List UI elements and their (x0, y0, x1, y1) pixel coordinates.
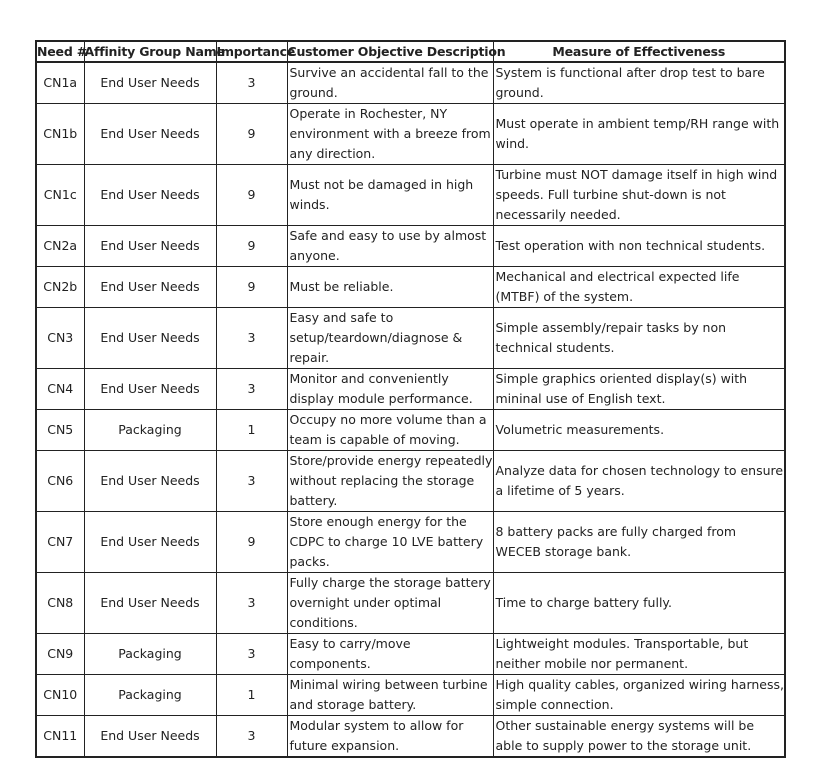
group-cell: End User Needs (84, 165, 216, 226)
group-cell: End User Needs (84, 451, 216, 512)
group-cell: End User Needs (84, 104, 216, 165)
measure-cell: Other sustainable energy systems will be able to supply power to the storage unit. (493, 716, 785, 758)
table-row (36, 308, 785, 369)
importance-cell: 1 (216, 410, 287, 451)
importance-cell: 9 (216, 226, 287, 267)
header-affinity-group: Affinity Group Name (84, 41, 216, 62)
objective-cell: Easy to carry/move components. (287, 634, 493, 675)
group-cell: End User Needs (84, 62, 216, 104)
objective-cell: Minimal wiring between turbine and storage battery. (287, 675, 493, 716)
group-cell: End User Needs (84, 573, 216, 634)
header-row (36, 41, 785, 62)
need-cell: CN11 (36, 716, 84, 758)
importance-cell: 3 (216, 308, 287, 369)
importance-cell: 3 (216, 451, 287, 512)
need-cell: CN1c (36, 165, 84, 226)
measure-cell: System is functional after drop test to bare ground. (493, 62, 785, 104)
objective-cell: Must be reliable. (287, 267, 493, 308)
measure-cell: Turbine must NOT damage itself in high wind speeds. Full turbine shut-down is not necessarily needed. (493, 165, 785, 226)
measure-cell: Analyze data for chosen technology to ensure a lifetime of 5 years. (493, 451, 785, 512)
need-cell: CN5 (36, 410, 84, 451)
importance-cell: 9 (216, 267, 287, 308)
group-cell: End User Needs (84, 308, 216, 369)
group-cell: Packaging (84, 410, 216, 451)
measure-cell: Volumetric measurements. (493, 410, 785, 451)
importance-cell: 9 (216, 512, 287, 573)
measure-cell: 8 battery packs are fully charged from WECEB storage bank. (493, 512, 785, 573)
table-row (36, 410, 785, 451)
need-cell: CN10 (36, 675, 84, 716)
group-cell: End User Needs (84, 226, 216, 267)
need-cell: CN3 (36, 308, 84, 369)
needs-table-container (35, 40, 786, 758)
table-row (36, 104, 785, 165)
measure-cell: Simple graphics oriented display(s) with mininal use of English text. (493, 369, 785, 410)
measure-cell: Test operation with non technical students. (493, 226, 785, 267)
objective-cell: Modular system to allow for future expansion. (287, 716, 493, 758)
need-cell: CN8 (36, 573, 84, 634)
measure-cell: High quality cables, organized wiring harness, simple connection. (493, 675, 785, 716)
importance-cell: 3 (216, 573, 287, 634)
table-row (36, 716, 785, 758)
importance-cell: 9 (216, 104, 287, 165)
header-objective: Customer Objective Description (287, 41, 493, 62)
table-row (36, 226, 785, 267)
importance-cell: 1 (216, 675, 287, 716)
group-cell: End User Needs (84, 267, 216, 308)
table-row (36, 573, 785, 634)
importance-cell: 3 (216, 62, 287, 104)
customer-needs-table (35, 40, 786, 758)
importance-cell: 9 (216, 165, 287, 226)
objective-cell: Survive an accidental fall to the ground. (287, 62, 493, 104)
table-row (36, 634, 785, 675)
group-cell: End User Needs (84, 512, 216, 573)
header-measure: Measure of Effectiveness (493, 41, 785, 62)
table-row (36, 451, 785, 512)
group-cell: Packaging (84, 634, 216, 675)
measure-cell: Mechanical and electrical expected life (MTBF) of the system. (493, 267, 785, 308)
need-cell: CN4 (36, 369, 84, 410)
need-cell: CN2b (36, 267, 84, 308)
table-row (36, 675, 785, 716)
group-cell: Packaging (84, 675, 216, 716)
table-row (36, 369, 785, 410)
measure-cell: Simple assembly/repair tasks by non technical students. (493, 308, 785, 369)
importance-cell: 3 (216, 716, 287, 758)
need-cell: CN9 (36, 634, 84, 675)
table-row (36, 165, 785, 226)
objective-cell: Must not be damaged in high winds. (287, 165, 493, 226)
measure-cell: Time to charge battery fully. (493, 573, 785, 634)
header-importance: Importance (216, 41, 287, 62)
group-cell: End User Needs (84, 369, 216, 410)
objective-cell: Occupy no more volume than a team is capable of moving. (287, 410, 493, 451)
objective-cell: Fully charge the storage battery overnight under optimal conditions. (287, 573, 493, 634)
need-cell: CN7 (36, 512, 84, 573)
header-need-number: Need # (36, 41, 84, 62)
need-cell: CN1a (36, 62, 84, 104)
need-cell: CN2a (36, 226, 84, 267)
objective-cell: Operate in Rochester, NY environment with a breeze from any direction. (287, 104, 493, 165)
objective-cell: Safe and easy to use by almost anyone. (287, 226, 493, 267)
table-row (36, 267, 785, 308)
objective-cell: Monitor and conveniently display module performance. (287, 369, 493, 410)
objective-cell: Easy and safe to setup/teardown/diagnose & repair. (287, 308, 493, 369)
importance-cell: 3 (216, 634, 287, 675)
need-cell: CN1b (36, 104, 84, 165)
importance-cell: 3 (216, 369, 287, 410)
need-cell: CN6 (36, 451, 84, 512)
measure-cell: Must operate in ambient temp/RH range with wind. (493, 104, 785, 165)
group-cell: End User Needs (84, 716, 216, 758)
measure-cell: Lightweight modules. Transportable, but neither mobile nor permanent. (493, 634, 785, 675)
table-row (36, 512, 785, 573)
table-row (36, 62, 785, 104)
objective-cell: Store enough energy for the CDPC to charge 10 LVE battery packs. (287, 512, 493, 573)
objective-cell: Store/provide energy repeatedly without replacing the storage battery. (287, 451, 493, 512)
